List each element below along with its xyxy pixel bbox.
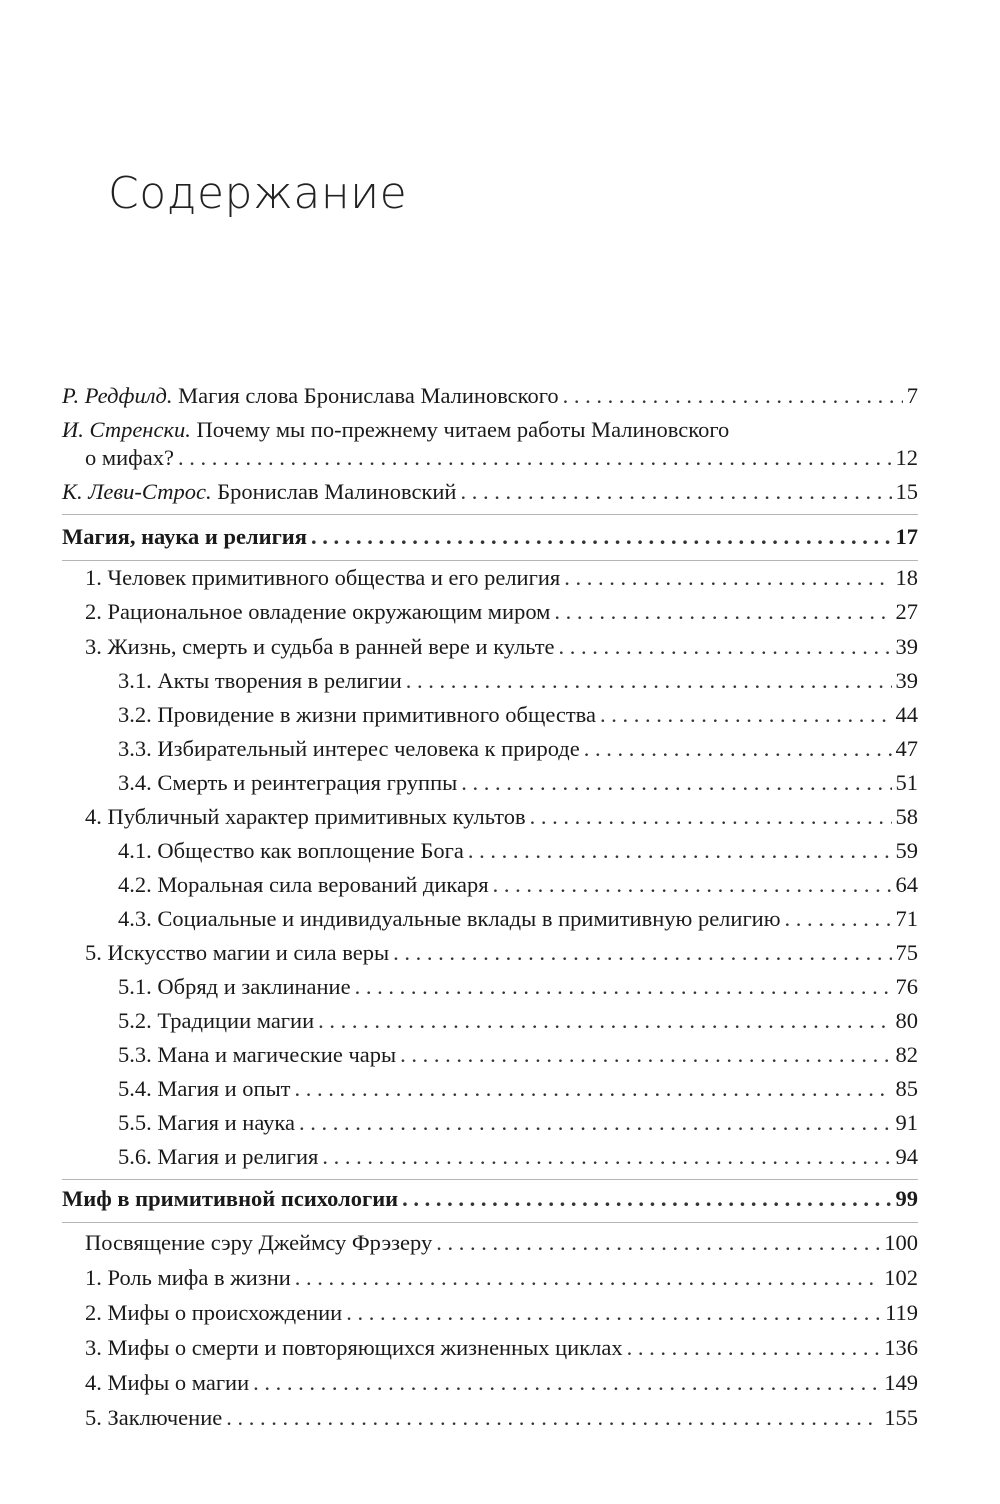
dot-leader	[785, 904, 892, 934]
dot-leader	[400, 1040, 891, 1070]
section-divider	[62, 560, 918, 561]
part-title: Миф в примитивной психологии	[62, 1186, 399, 1211]
section-divider	[62, 514, 918, 515]
page-number: 18	[895, 565, 918, 590]
entry-title: 5. Заключение	[85, 1405, 223, 1430]
toc-part-myth-primitive-psychology[interactable]	[62, 1184, 918, 1214]
page-number: 58	[895, 804, 918, 829]
entry-title: 3. Жизнь, смерть и судьба в ранней вере и культе	[85, 634, 555, 659]
entry-author: Р. Редфилд.	[62, 383, 173, 408]
page-number: 99	[895, 1186, 918, 1211]
page-number: 71	[895, 906, 918, 931]
entry-title: о мифах?	[85, 445, 174, 470]
page-number: 119	[885, 1300, 918, 1325]
page-number: 12	[895, 445, 918, 470]
dot-leader	[468, 836, 892, 866]
page-number: 39	[895, 668, 918, 693]
page-number: 91	[895, 1110, 918, 1135]
page-number: 80	[895, 1008, 918, 1033]
entry-title: 5.5. Магия и наука	[118, 1110, 295, 1135]
toc-subentry[interactable]	[118, 1074, 918, 1104]
entry-author: К. Леви-Строс.	[62, 479, 212, 504]
page-number: 7	[906, 383, 918, 408]
dot-leader	[322, 1142, 891, 1172]
toc-entry-intro-strenski-line1[interactable]	[62, 415, 729, 445]
dot-leader	[253, 1368, 880, 1398]
page-number: 100	[884, 1230, 918, 1255]
toc-subentry[interactable]	[118, 734, 918, 764]
toc-entry-intro-strenski[interactable]	[85, 443, 918, 473]
page-number: 82	[895, 1042, 918, 1067]
page-title: Содержание	[108, 168, 408, 219]
entry-title: 4.2. Моральная сила верований дикаря	[118, 872, 489, 897]
page-number: 149	[884, 1370, 918, 1395]
dot-leader	[178, 443, 892, 473]
dot-leader	[436, 1228, 880, 1258]
toc-subentry[interactable]	[118, 1142, 918, 1172]
toc-subentry[interactable]	[118, 972, 918, 1002]
toc-subentry[interactable]	[118, 1108, 918, 1138]
entry-title: 3. Мифы о смерти и повторяющихся жизненных циклах	[85, 1335, 623, 1360]
page-number: 136	[884, 1335, 918, 1360]
dot-leader	[564, 563, 891, 593]
page-number: 59	[895, 838, 918, 863]
dot-leader	[346, 1298, 881, 1328]
toc-entry[interactable]	[85, 597, 918, 627]
dot-leader	[461, 768, 891, 798]
dot-leader	[627, 1333, 881, 1363]
toc-entry[interactable]	[85, 938, 918, 968]
dot-leader	[226, 1403, 880, 1433]
dot-leader	[584, 734, 892, 764]
toc-entry[interactable]	[85, 1403, 918, 1433]
entry-title: 4.1. Общество как воплощение Бога	[118, 838, 464, 863]
toc-subentry[interactable]	[118, 700, 918, 730]
dot-leader	[559, 632, 892, 662]
dot-leader	[563, 381, 903, 411]
toc-subentry[interactable]	[118, 666, 918, 696]
dot-leader	[493, 870, 892, 900]
toc-subentry[interactable]	[118, 870, 918, 900]
toc-entry[interactable]	[85, 1368, 918, 1398]
section-divider	[62, 1179, 918, 1180]
dot-leader	[460, 477, 891, 507]
dot-leader	[402, 1184, 891, 1214]
toc-entry-intro-redfield[interactable]	[62, 381, 918, 411]
page-number: 155	[884, 1405, 918, 1430]
entry-title: 4. Публичный характер примитивных культов	[85, 804, 526, 829]
dot-leader	[295, 1074, 892, 1104]
page-number: 102	[884, 1265, 918, 1290]
toc-entry[interactable]	[85, 632, 918, 662]
dot-leader	[530, 802, 892, 832]
toc-entry[interactable]	[85, 1263, 918, 1293]
dot-leader	[554, 597, 891, 627]
part-title: Магия, наука и религия	[62, 524, 307, 549]
toc-entry[interactable]	[85, 1228, 918, 1258]
entry-title: Магия слова Бронислава Малиновского	[178, 383, 559, 408]
toc-subentry[interactable]	[118, 1040, 918, 1070]
entry-title: 5.6. Магия и религия	[118, 1144, 319, 1169]
entry-title: 3.1. Акты творения в религии	[118, 668, 402, 693]
entry-title: 2. Мифы о происхождении	[85, 1300, 343, 1325]
toc-entry[interactable]	[85, 563, 918, 593]
entry-title: 5.4. Магия и опыт	[118, 1076, 291, 1101]
entry-title: 2. Рациональное овладение окружающим миром	[85, 599, 551, 624]
dot-leader	[299, 1108, 892, 1138]
dot-leader	[406, 666, 892, 696]
dot-leader	[318, 1006, 891, 1036]
entry-author: И. Стренски.	[62, 417, 191, 442]
toc-entry[interactable]	[85, 1333, 918, 1363]
entry-title: Бронислав Малиновский	[217, 479, 457, 504]
section-divider	[62, 1222, 918, 1223]
entry-title: 5.3. Мана и магические чары	[118, 1042, 397, 1067]
page-number: 85	[895, 1076, 918, 1101]
page-number: 17	[895, 524, 918, 549]
entry-title: 5.2. Традиции магии	[118, 1008, 315, 1033]
toc-entry-intro-levi-strauss[interactable]	[62, 477, 918, 507]
entry-title: Посвящение сэру Джеймсу Фрэзеру	[85, 1230, 433, 1255]
page-number: 51	[895, 770, 918, 795]
entry-title: 1. Человек примитивного общества и его религия	[85, 565, 561, 590]
entry-title: 3.4. Смерть и реинтеграция группы	[118, 770, 458, 795]
page-number: 47	[895, 736, 918, 761]
toc-subentry[interactable]	[118, 1006, 918, 1036]
toc-subentry[interactable]	[118, 768, 918, 798]
dot-leader	[355, 972, 892, 1002]
page-number: 39	[895, 634, 918, 659]
page-number: 94	[895, 1144, 918, 1169]
entry-title: 5.1. Обряд и заклинание	[118, 974, 351, 999]
page-number: 76	[895, 974, 918, 999]
page-number: 75	[895, 940, 918, 965]
toc-subentry[interactable]	[118, 904, 918, 934]
entry-title: Почему мы по-прежнему читаем работы Малиновского	[196, 417, 730, 442]
page-number: 44	[895, 702, 918, 727]
entry-title: 1. Роль мифа в жизни	[85, 1265, 291, 1290]
entry-title: 3.3. Избирательный интерес человека к природе	[118, 736, 580, 761]
toc-subentry[interactable]	[118, 836, 918, 866]
entry-title: 4. Мифы о магии	[85, 1370, 250, 1395]
entry-title: 3.2. Провидение в жизни примитивного общества	[118, 702, 596, 727]
page-number: 64	[895, 872, 918, 897]
toc-entry[interactable]	[85, 1298, 918, 1328]
dot-leader	[393, 938, 891, 968]
entry-title: 4.3. Социальные и индивидуальные вклады в примитивную религию	[118, 906, 781, 931]
page-number: 15	[895, 479, 918, 504]
toc-entry[interactable]	[85, 802, 918, 832]
dot-leader	[600, 700, 892, 730]
toc-part-magic-science-religion[interactable]	[62, 522, 918, 552]
page-number: 27	[895, 599, 918, 624]
dot-leader	[295, 1263, 880, 1293]
entry-title: 5. Искусство магии и сила веры	[85, 940, 390, 965]
dot-leader	[311, 522, 892, 552]
